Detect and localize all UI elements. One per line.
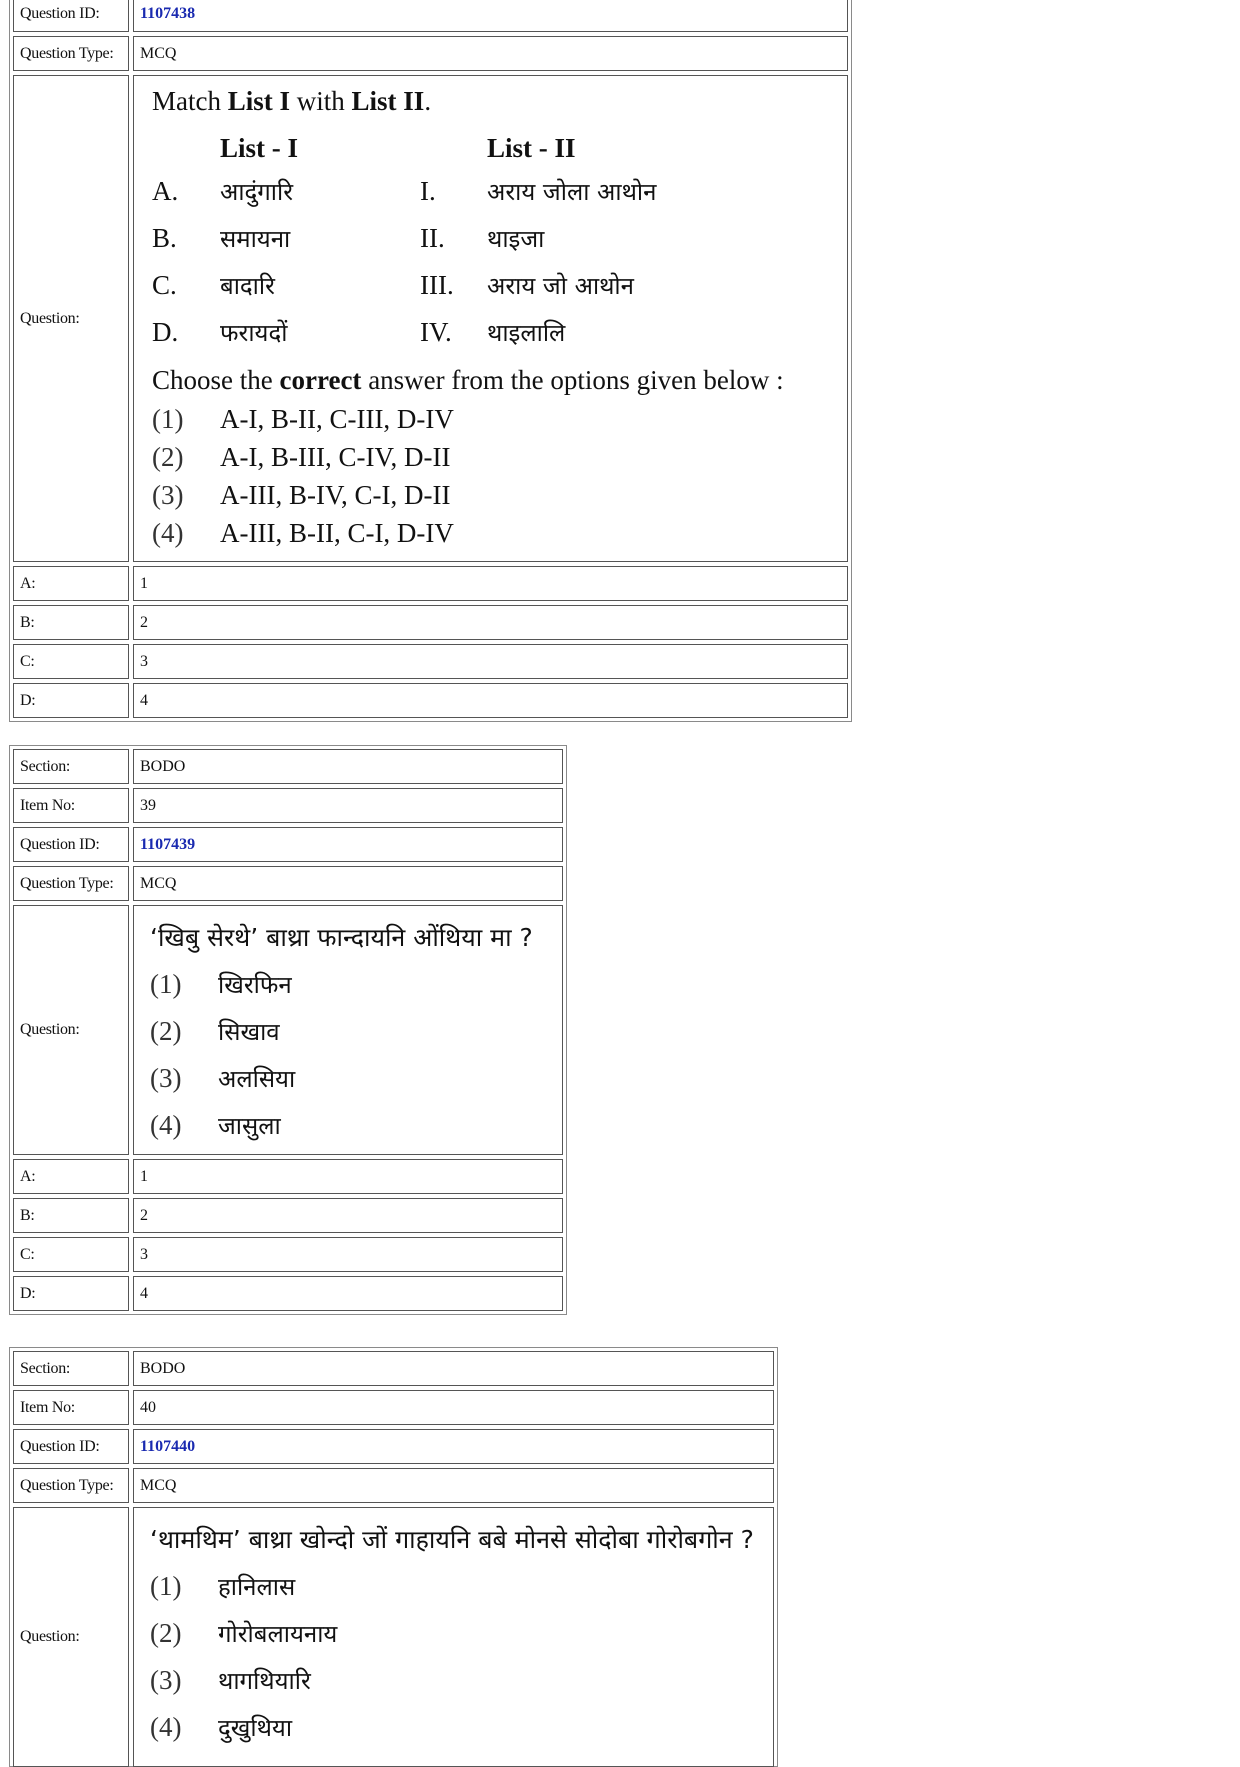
answer-d-label: D: (13, 683, 129, 718)
answer-a-value: 1 (133, 566, 848, 601)
option-3: (3) अलसिया (150, 1063, 296, 1093)
question-id-value: 1107440 (133, 1429, 774, 1464)
row-question-type (13, 36, 848, 71)
option-2: (2) सिखाव (150, 1016, 280, 1046)
question-text: ‘खिबु सेरथे’ बाथ्रा फान्दायनि ओंथिया मा ? (150, 923, 533, 952)
answer-b-label: B: (13, 1198, 129, 1233)
row-question-id (13, 0, 848, 32)
item-no-label: Item No: (13, 788, 129, 823)
question-type-value: MCQ (133, 36, 848, 71)
list1-header: List - I (220, 132, 299, 163)
section-value: BODO (133, 1351, 774, 1386)
list2-header: List - II (487, 132, 576, 163)
question-label: Question: (13, 75, 129, 562)
row-question-id (13, 1429, 774, 1464)
list-row: B. समायना II. थाइजा (152, 223, 545, 253)
match-lists (152, 128, 847, 356)
option-4: (4) दुखुथिया (150, 1712, 293, 1742)
answer-d-value: 4 (133, 1276, 563, 1311)
row-section (13, 749, 563, 784)
item-no-value: 40 (133, 1390, 774, 1425)
row-question (13, 75, 848, 562)
answer-b-value: 2 (133, 605, 848, 640)
list-row: A. आदुंगारि I. अराय जोला आथोन (152, 176, 657, 206)
answer-b-label: B: (13, 605, 129, 640)
row-question-type (13, 866, 563, 901)
question-intro: Match List I with List II . (152, 86, 432, 116)
row-answer-d (13, 1276, 563, 1311)
option-4: (4) A-III, B-II, C-I, D-IV (152, 518, 454, 548)
choose-instruction: Choose the correct answer from the options given below : (152, 364, 784, 395)
question-type-label: Question Type: (13, 866, 129, 901)
option-3: (3) A-III, B-IV, C-I, D-II (152, 480, 451, 510)
row-answer-b (13, 605, 848, 640)
row-question (13, 905, 563, 1155)
option-1: (1) A-I, B-II, C-III, D-IV (152, 404, 454, 434)
question-card-38 (9, 0, 852, 722)
row-answer-a (13, 1159, 563, 1194)
question-id-label: Question ID: (13, 827, 129, 862)
list-row: C. बादारि III. अराय जो आथोन (152, 270, 634, 300)
row-question (13, 1507, 774, 1767)
option-4: (4) जासुला (150, 1110, 281, 1140)
question-id-label: Question ID: (13, 0, 129, 32)
list-row: D. फरायदों IV. थाइलालि (152, 317, 566, 347)
question-type-value: MCQ (133, 1468, 774, 1503)
section-label: Section: (13, 1351, 129, 1386)
answer-a-value: 1 (133, 1159, 563, 1194)
row-item-no (13, 1390, 774, 1425)
row-answer-c (13, 1237, 563, 1272)
question-id-value: 1107438 (133, 0, 848, 32)
answer-d-label: D: (13, 1276, 129, 1311)
list-headers (152, 128, 847, 168)
row-item-no (13, 788, 563, 823)
row-question-type (13, 1468, 774, 1503)
row-question-id (13, 827, 563, 862)
row-answer-a (13, 566, 848, 601)
answer-c-value: 3 (133, 1237, 563, 1272)
option-2: (2) A-I, B-III, C-IV, D-II (152, 442, 451, 472)
option-2: (2) गोरोबलायनाय (150, 1618, 338, 1648)
answer-d-value: 4 (133, 683, 848, 718)
answer-b-value: 2 (133, 1198, 563, 1233)
row-answer-c (13, 644, 848, 679)
answer-a-label: A: (13, 566, 129, 601)
question-text: ‘थामथिम’ बाथ्रा खोन्दो जों गाहायनि बबे मोनसे सोदोबा गोरोबगोन ? (150, 1525, 754, 1554)
option-1: (1) खिरफिन (150, 969, 292, 999)
option-1: (1) हानिलास (150, 1571, 296, 1601)
item-no-label: Item No: (13, 1390, 129, 1425)
question-label: Question: (13, 905, 129, 1155)
question-body (133, 905, 563, 1155)
item-no-value: 39 (133, 788, 563, 823)
question-type-label: Question Type: (13, 36, 129, 71)
answer-c-label: C: (13, 644, 129, 679)
answer-c-label: C: (13, 1237, 129, 1272)
row-section (13, 1351, 774, 1386)
section-label: Section: (13, 749, 129, 784)
question-id-label: Question ID: (13, 1429, 129, 1464)
row-answer-b (13, 1198, 563, 1233)
answer-a-label: A: (13, 1159, 129, 1194)
option-3: (3) थागथियारि (150, 1665, 311, 1695)
question-label: Question: (13, 1507, 129, 1767)
question-type-value: MCQ (133, 866, 563, 901)
question-card-40 (9, 1347, 778, 1767)
question-body (133, 75, 848, 562)
question-id-value: 1107439 (133, 827, 563, 862)
answer-c-value: 3 (133, 644, 848, 679)
question-card-39 (9, 745, 567, 1315)
row-answer-d (13, 683, 848, 718)
question-body (133, 1507, 774, 1767)
section-value: BODO (133, 749, 563, 784)
question-type-label: Question Type: (13, 1468, 129, 1503)
